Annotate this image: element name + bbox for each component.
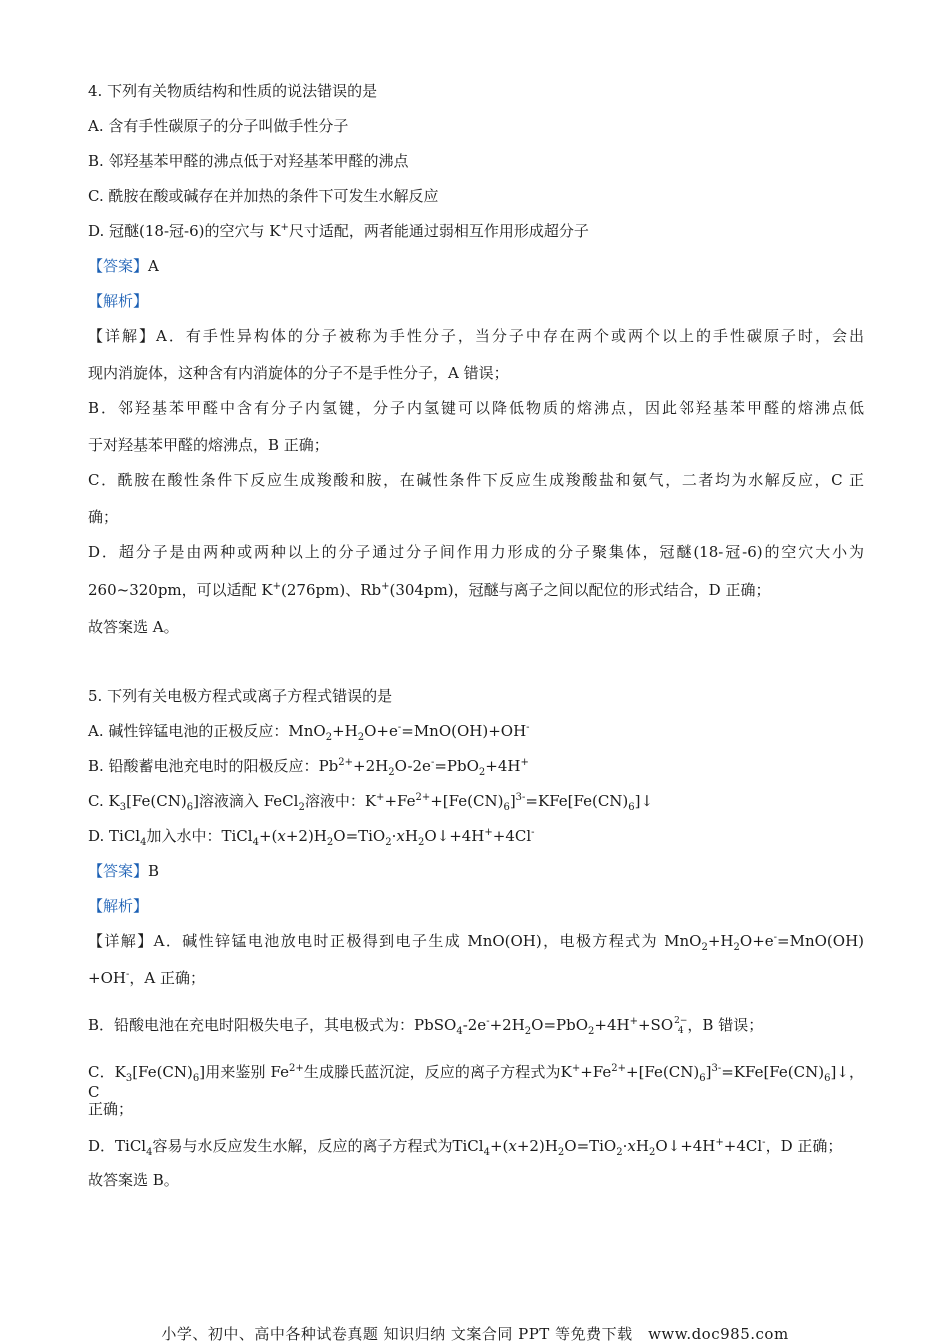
q4-detail-c-line1: C．酰胺在酸性条件下反应生成羧酸和胺，在碱性条件下反应生成羧酸盐和氨气，二者均为水解反应，C 正 — [88, 471, 864, 489]
answer-tag: 【答案】 — [88, 862, 149, 880]
q5-detail-c-line1: C．$K_3[Fe(CN)_6]$用来鉴别 $Fe^{2+}$生成滕氏蓝沉淀，反应的离子方程式为$K^++Fe^{2+}+[Fe(CN)_6]^{3-}=KFe[Fe(CN)_6]↓$，C — [88, 1063, 864, 1101]
q5-option-a: A. 碱性锌锰电池的正极反应：$MnO_2+H_2O+e^-=MnO(OH)+OH^-$ — [88, 722, 530, 743]
q4-stem: 4. 下列有关物质结构和性质的说法错误的是 — [88, 82, 378, 100]
q5-detail-d: D．TiCl$_4$容易与水反应发生水解，反应的离子方程式为$TiCl_4+(x+2)H_2O=TiO_2\cdot xH_2O↓+4H^++4Cl^-$，D 正确； — [88, 1137, 843, 1158]
answer-tag: 【答案】 — [88, 257, 149, 275]
q5-option-b: B. 铅酸蓄电池充电时的阳极反应：$Pb^{2+}+2H_2O-2e^-=PbO_2+4H^+$ — [88, 757, 529, 778]
q5-detail-a-line1: 【详解】A．碱性锌锰电池放电时正极得到电子生成 MnO(OH)，电极方程式为 $MnO_2+H_2O+e^-=MnO(OH)$ — [88, 932, 864, 953]
q4-answer — [88, 256, 159, 276]
q4-detail-c-line2: 确； — [88, 508, 119, 526]
q4-detail-a-line2: 现内消旋体，这种含有内消旋体的分子不是手性分子，A 错误； — [88, 364, 509, 382]
q4-option-a: A. 含有手性碳原子的分子叫做手性分子 — [88, 117, 349, 135]
q5-detail-c-line2: 正确； — [88, 1100, 134, 1118]
q5-option-c: C. $K_3[Fe(CN)_6]$溶液滴入 FeCl$_2$溶液中：$K^++Fe^{2+}+[Fe(CN)_6]^{3-}=KFe[Fe(CN)_6]↓$ — [88, 792, 654, 813]
q4-option-d: D. 冠醚(18-冠-6)的空穴与 K+尺寸适配，两者能通过弱相互作用形成超分子 — [88, 222, 589, 240]
page-footer: 小学、初中、高中各种试卷真题 知识归纳 文案合同 PPT 等免费下载 www.doc985.com — [161, 1325, 789, 1343]
q5-answer — [88, 861, 159, 881]
q5-stem: 5. 下列有关电极方程式或离子方程式错误的是 — [88, 687, 393, 705]
answer-value: A — [148, 257, 159, 275]
q4-conclusion: 故答案选 A。 — [88, 618, 179, 636]
q4-option-c: C. 酰胺在酸或碱存在并加热的条件下可发生水解反应 — [88, 187, 439, 205]
q4-detail-a-line1: 【详解】A．有手性异构体的分子被称为手性分子，当分子中存在两个或两个以上的手性碳原子时，会出 — [88, 327, 864, 345]
q4-detail-d-line2: 260~320pm，可以适配 K+(276pm)、Rb+(304pm)，冠醚与离子之间以配位的形式结合，D 正确； — [88, 581, 771, 599]
q5-conclusion: 故答案选 B。 — [88, 1171, 179, 1189]
q5-option-d: D. TiCl$_4$加入水中：$TiCl_4+(x+2)H_2O=TiO_2\cdot xH_2O↓+4H^++4Cl^-$ — [88, 827, 535, 848]
q4-analysis-tag: 【解析】 — [88, 292, 149, 310]
q4-detail-d-line1: D．超分子是由两种或两种以上的分子通过分子间作用力形成的分子聚集体，冠醚(18-冠-6)的空穴大小为 — [88, 543, 864, 561]
q5-detail-a-line2: +OH-，A 正确； — [88, 969, 205, 987]
q5-detail-b: B．铅酸电池在充电时阳极失电子，其电极式为：$PbSO_4-2e^-+2H_2O=PbO_2+4H^++SO$ 2− 4 ，B 错误； — [88, 1016, 764, 1037]
q4-detail-b-line1: B．邻羟基苯甲醛中含有分子内氢键，分子内氢键可以降低物质的熔沸点，因此邻羟基苯甲醛的熔沸点低 — [88, 399, 864, 417]
q5-analysis-tag: 【解析】 — [88, 897, 149, 915]
answer-value: B — [148, 862, 160, 880]
q4-option-b: B. 邻羟基苯甲醛的沸点低于对羟基苯甲醛的沸点 — [88, 152, 409, 170]
q4-detail-b-line2: 于对羟基苯甲醛的熔沸点，B 正确； — [88, 436, 329, 454]
